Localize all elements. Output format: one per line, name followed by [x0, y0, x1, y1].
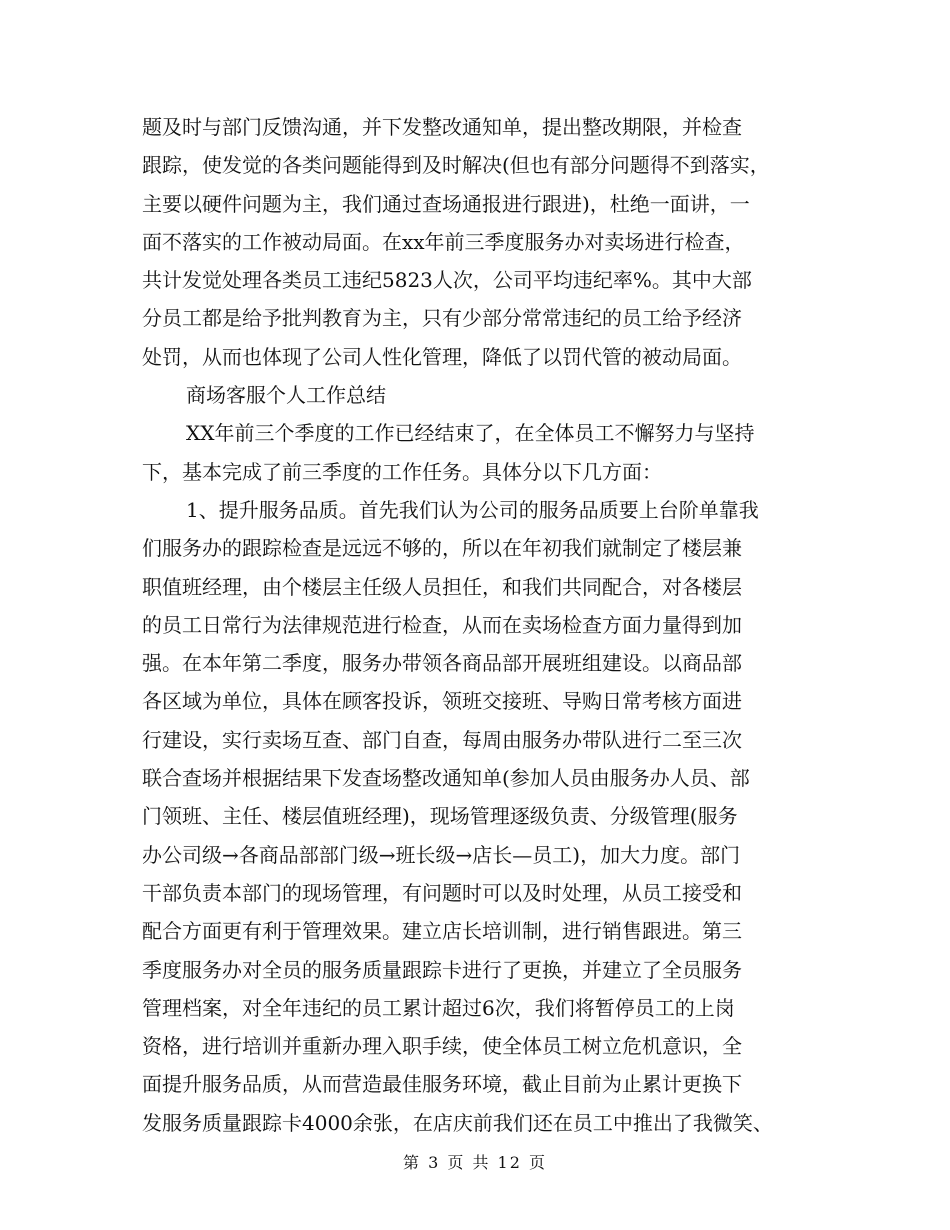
text-line: 职值班经理，由个楼层主任级人员担任，和我们共同配合，对各楼层	[142, 574, 742, 599]
text-line: 强。在本年第二季度，服务办带领各商品部开展班组建设。以商品部	[142, 651, 742, 676]
page-footer: 第 3 页 共 12 页	[403, 1153, 547, 1172]
text-line: 各区域为单位，具体在顾客投诉，领班交接班、导购日常考核方面进	[142, 689, 742, 714]
text-line: 们服务办的跟踪检查是远远不够的，所以在年初我们就制定了楼层兼	[142, 536, 742, 561]
text-line: 下，基本完成了前三季度的工作任务。具体分以下几方面：	[142, 459, 662, 484]
text-line: 配合方面更有利于管理效果。建立店长培训制，进行销售跟进。第三	[142, 919, 742, 944]
text-line: 面提升服务品质，从而营造最佳服务环境，截止目前为止累计更换下	[142, 1072, 742, 1097]
text-line: 联合查场并根据结果下发查场整改通知单(参加人员由服务办人员、部	[142, 766, 750, 791]
text-line: 跟踪，使发觉的各类问题能得到及时解决(但也有部分问题得不到落实，	[142, 153, 770, 178]
text-line: 1、提升服务品质。首先我们认为公司的服务品质要上台阶单靠我	[186, 497, 759, 522]
text-line: 季度服务办对全员的服务质量跟踪卡进行了更换，并建立了全员服务	[142, 957, 742, 982]
text-line: 干部负责本部门的现场管理，有问题时可以及时处理，从员工接受和	[142, 880, 742, 905]
text-line: 共计发觉处理各类员工违纪5823人次，公司平均违纪率%。其中大部	[142, 268, 752, 293]
text-line: 门领班、主任、楼层值班经理)，现场管理逐级负责、分级管理(服务	[142, 804, 738, 829]
text-line: 管理档案，对全年违纪的员工累计超过6次，我们将暂停员工的上岗	[142, 995, 735, 1020]
text-line: 资格，进行培训并重新办理入职手续，使全体员工树立危机意识，全	[142, 1034, 742, 1059]
text-line: XX年前三个季度的工作已经结束了，在全体员工不懈努力与坚持	[186, 421, 755, 446]
body-text	[142, 108, 812, 1142]
text-line: 面不落实的工作被动局面。在xx年前三季度服务办对卖场进行检查，	[142, 229, 745, 254]
text-line: 发服务质量跟踪卡4000余张，在店庆前我们还在员工中推出了我微笑、	[142, 1110, 773, 1135]
text-line: 题及时与部门反馈沟通，并下发整改通知单，提出整改期限，并检查	[142, 115, 742, 139]
text-line: 的员工日常行为法律规范进行检查，从而在卖场检查方面力量得到加	[142, 612, 742, 637]
text-line: 行建设，实行卖场互查、部门自查，每周由服务办带队进行二至三次	[142, 727, 742, 752]
text-line: 处罚，从而也体现了公司人性化管理，降低了以罚代管的被动局面。	[142, 344, 742, 369]
text-line: 分员工都是给予批判教育为主，只有少部分常常违纪的员工给予经济	[142, 306, 742, 331]
text-line: 商场客服个人工作总结	[186, 383, 386, 408]
text-line: 办公司级→各商品部部门级→班长级→店长—员工)，加大力度。部门	[142, 842, 741, 867]
text-line: 主要以硬件问题为主，我们通过查场通报进行跟进)，杜绝一面讲，一	[142, 191, 750, 216]
